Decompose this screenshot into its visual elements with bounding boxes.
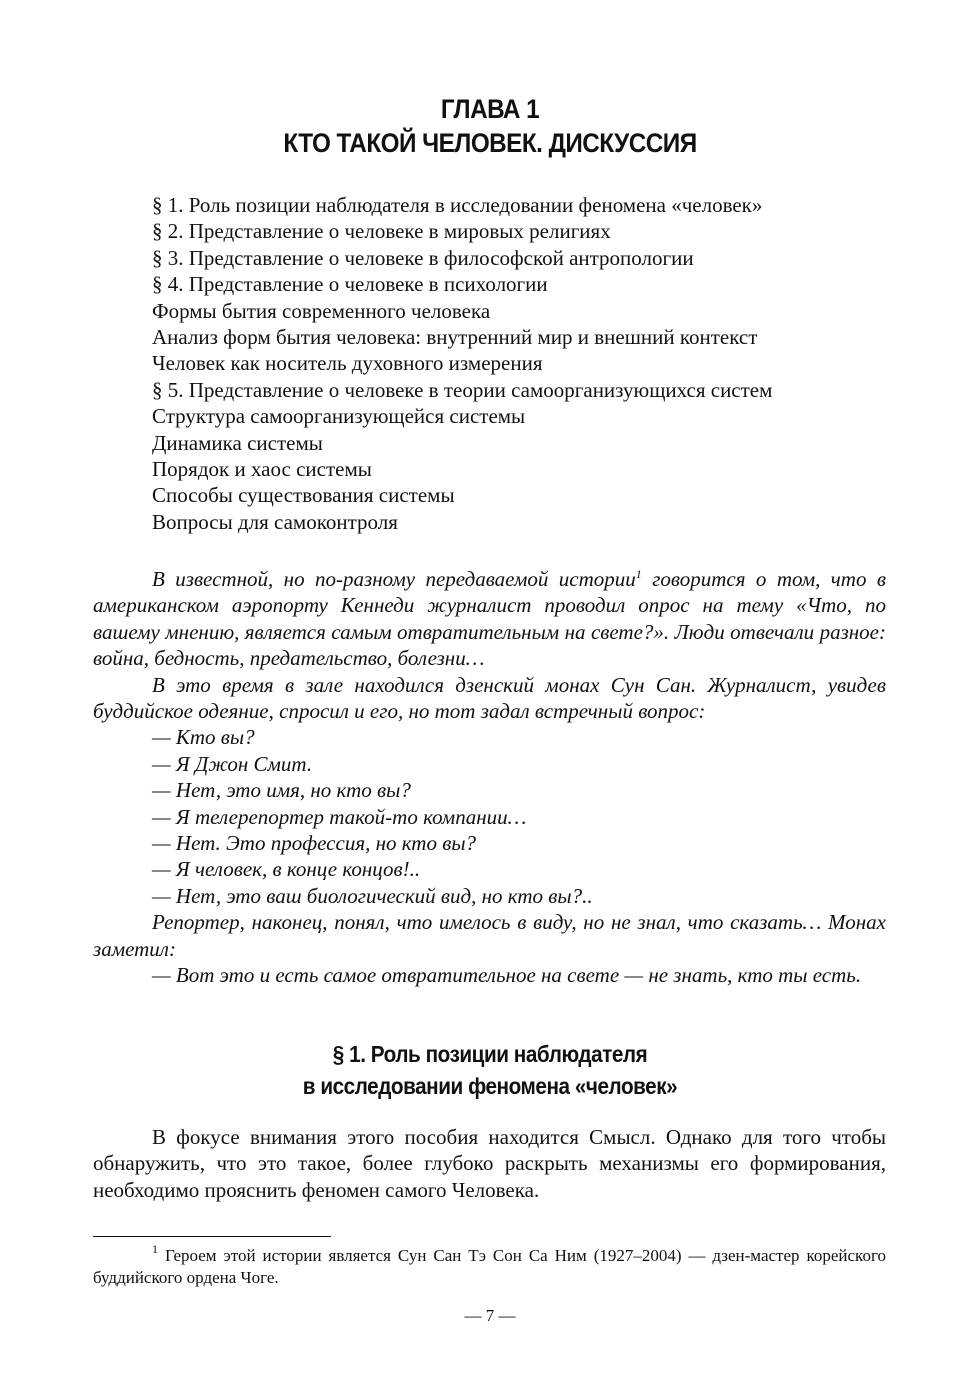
- footnote-mark: 1: [152, 1242, 158, 1256]
- dialog-line: — Нет, это ваш биологический вид, но кто вы?..: [152, 883, 593, 908]
- toc-item: Динамика системы: [152, 430, 323, 455]
- dialog-line: — Я телерепортер такой-то компании…: [152, 804, 527, 829]
- toc-item: Анализ форм бытия человека: внутренний мир и внешний контекст: [152, 325, 758, 350]
- toc-item: § 3. Представление о человеке в философской антропологии: [152, 245, 694, 270]
- toc-item: Способы существования системы: [152, 483, 455, 508]
- story-text: В известной, но по-разному передаваемой истории: [152, 567, 636, 591]
- toc-item: § 2. Представление о человеке в мировых религиях: [152, 219, 611, 244]
- toc-item: Человек как носитель духовного измерения: [152, 351, 543, 376]
- toc-item: Вопросы для самоконтроля: [152, 509, 398, 534]
- dialog-line: — Я Джон Смит.: [152, 751, 313, 776]
- toc-item: § 1. Роль позиции наблюдателя в исследовании феномена «человек»: [152, 193, 763, 217]
- chapter-title: КТО ТАКОЙ ЧЕЛОВЕК. ДИСКУССИЯ: [283, 128, 697, 158]
- chapter-contents: [152, 192, 892, 535]
- dialog-line: — Нет, это имя, но кто вы?: [152, 778, 411, 803]
- section-body: [93, 1124, 886, 1203]
- toc-item: Структура самоорганизующейся системы: [152, 404, 526, 429]
- body-paragraph: В фокусе внимания этого пособия находится Смысл. Однако для того чтобы обнаружить, что это такое, более глубоко раскрыть механизмы его формирования, необходимо прояснить феномен самого Человека.: [93, 1125, 886, 1202]
- epigraph-story: [93, 566, 886, 989]
- footnote-divider: [93, 1236, 331, 1237]
- story-paragraph: В это время в зале находился дзенский монах Сун Сан. Журналист, увидев буддийское одеяние, спросил и его, но тот задал встречный вопрос:: [93, 672, 886, 724]
- toc-item: § 5. Представление о человеке в теории самоорганизующихся систем: [152, 377, 773, 402]
- story-paragraph: [93, 566, 886, 672]
- dialog-line: — Я человек, в конце концов!..: [152, 857, 421, 882]
- section-title-line: § 1. Роль позиции наблюдателя: [332, 1041, 648, 1067]
- dialog-line: — Нет. Это профессия, но кто вы?: [152, 831, 477, 856]
- toc-item: Порядок и хаос системы: [152, 457, 372, 482]
- footnote: [93, 1242, 886, 1289]
- story-paragraph: Репортер, наконец, понял, что имелось в виду, но не знал, что сказать… Монах заметил:: [93, 910, 886, 961]
- footnote-paragraph: [93, 1242, 886, 1289]
- footnote-text: Героем этой истории является Сун Сан Тэ Сон Са Ним (1927–2004) — дзен-мастер корейского буддийского ордена Чоге.: [93, 1246, 886, 1287]
- chapter-heading: [49, 92, 931, 160]
- section-heading: [49, 1038, 931, 1102]
- toc-item: Формы бытия современного человека: [152, 298, 491, 323]
- page-number: — 7 —: [464, 1306, 516, 1325]
- story-paragraph: — Вот это и есть самое отвратительное на свете — не знать, кто ты есть.: [152, 963, 862, 988]
- story-text: говорится о том, что в американском аэропорту Кеннеди журналист проводил опрос на тему «Что, по вашему мнению, является самым отвратительным на свете?». Люди отвечали разное: война, бедность, предательство, болезни…: [93, 567, 886, 671]
- toc-item: § 4. Представление о человеке в психологии: [152, 272, 548, 297]
- section-title-line: в исследовании феномена «человек»: [302, 1073, 678, 1099]
- dialog-line: — Кто вы?: [152, 725, 255, 750]
- footnote-reference[interactable]: 1: [635, 567, 642, 581]
- chapter-label: ГЛАВА 1: [440, 94, 540, 124]
